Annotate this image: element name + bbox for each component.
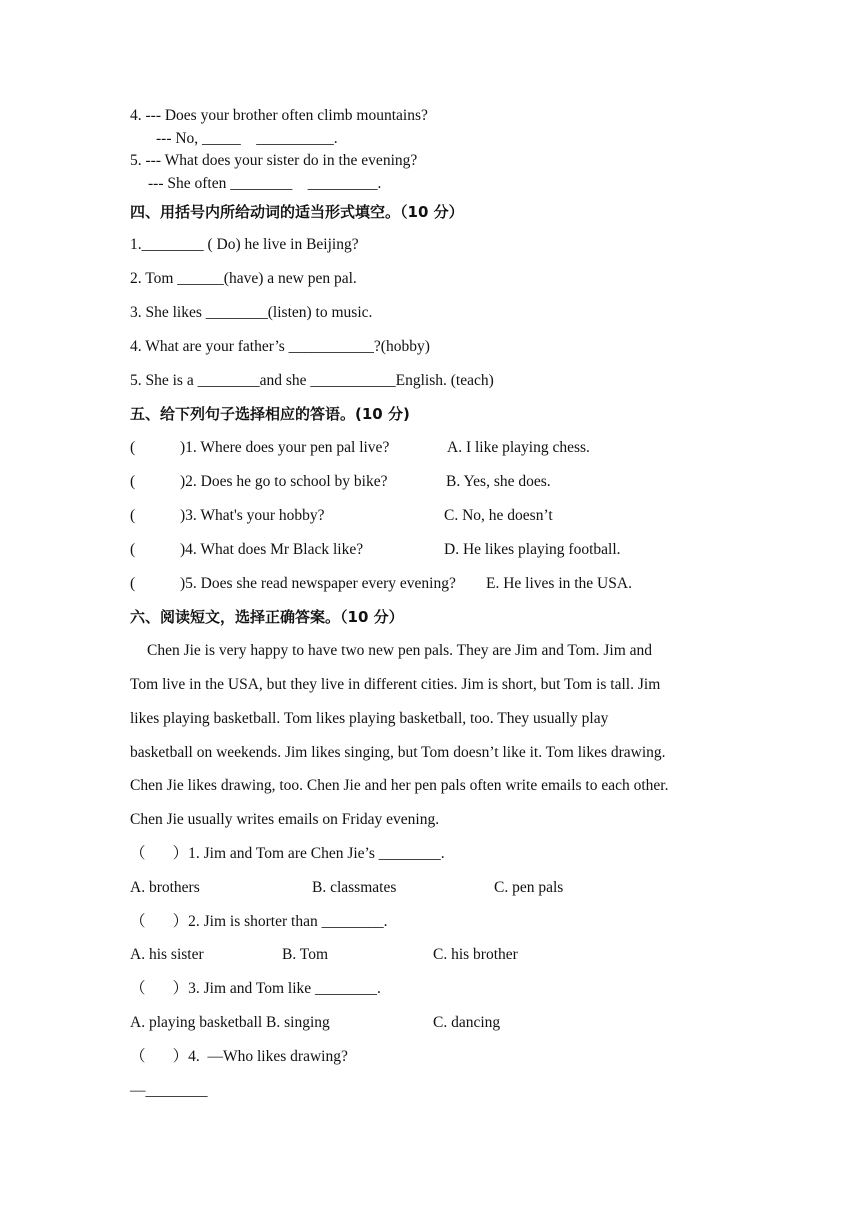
reading-question-1: （ ）1. Jim and Tom are Chen Jie’s ________. [130,845,445,862]
section5-question-3: )3. What's your hobby? [180,507,325,524]
q3-5-question: 5. --- What does your sister do in the evening? [130,152,418,169]
section5-question-4: )4. What does Mr Black like? [180,541,364,558]
reading-question-3: （ ）3. Jim and Tom like ________. [130,980,381,997]
section5-question-1: )1. Where does your pen pal live? [180,439,390,456]
section5-paren: ( [130,575,136,592]
section5-heading: 五、给下列句子选择相应的答语。(10 分) [130,405,410,423]
section5-paren: ( [130,439,136,456]
section4-item-3: 3. She likes ________(listen) to music. [130,304,373,321]
section5-answer-e: E. He lives in the USA. [486,575,632,592]
section4-item-2: 2. Tom ______(have) a new pen pal. [130,270,357,287]
reading-q2-option-a: A. his sister [130,946,204,963]
section5-answer-c: C. No, he doesn’t [444,507,553,524]
q3-4-question: 4. --- Does your brother often climb mountains? [130,107,428,124]
reading-q1-option-c: C. pen pals [494,879,564,896]
reading-q1-option-b: B. classmates [312,879,397,896]
section6-heading: 六、阅读短文，选择正确答案。（10 分） [130,608,404,626]
reading-q3-option-ab: A. playing basketball B. singing [130,1014,330,1031]
passage-line-6: Chen Jie usually writes emails on Friday evening. [130,811,440,828]
section5-paren: ( [130,473,136,490]
section4-item-1: 1.________ ( Do) he live in Beijing? [130,236,359,253]
reading-q1-option-a: A. brothers [130,879,200,896]
passage-line-5: Chen Jie likes drawing, too. Chen Jie and her pen pals often write emails to each other. [130,777,669,794]
q3-4-answer-blank: --- No, _____ __________. [156,130,338,147]
reading-q4-answer-blank: —________ [130,1082,208,1099]
passage-line-3: likes playing basketball. Tom likes playing basketball, too. They usually play [130,710,609,727]
reading-q2-option-c: C. his brother [433,946,518,963]
passage-line-4: basketball on weekends. Jim likes singing, but Tom doesn’t like it. Tom likes drawing. [130,744,666,761]
section4-item-5: 5. She is a ________and she ___________English. (teach) [130,372,494,389]
passage-line-2: Tom live in the USA, but they live in different cities. Jim is short, but Tom is tall. Jim [130,676,661,693]
section5-paren: ( [130,541,136,558]
reading-question-4: （ ）4. —Who likes drawing? [130,1048,348,1065]
reading-q3-option-c: C. dancing [433,1014,501,1031]
section5-question-5: )5. Does she read newspaper every evening? [180,575,456,592]
section5-paren: ( [130,507,136,524]
q3-5-answer-blank: --- She often ________ _________. [148,175,382,192]
section5-answer-d: D. He likes playing football. [444,541,621,558]
section5-answer-b: B. Yes, she does. [446,473,551,490]
passage-line-1: Chen Jie is very happy to have two new pen pals. They are Jim and Tom. Jim and [147,642,653,659]
reading-q2-option-b: B. Tom [282,946,329,963]
section5-answer-a: A. I like playing chess. [447,439,590,456]
reading-question-2: （ ）2. Jim is shorter than ________. [130,913,388,930]
section4-heading: 四、用括号内所给动词的适当形式填空。（10 分） [130,203,464,221]
section4-item-4: 4. What are your father’s ___________?(hobby) [130,338,430,355]
section5-question-2: )2. Does he go to school by bike? [180,473,388,490]
